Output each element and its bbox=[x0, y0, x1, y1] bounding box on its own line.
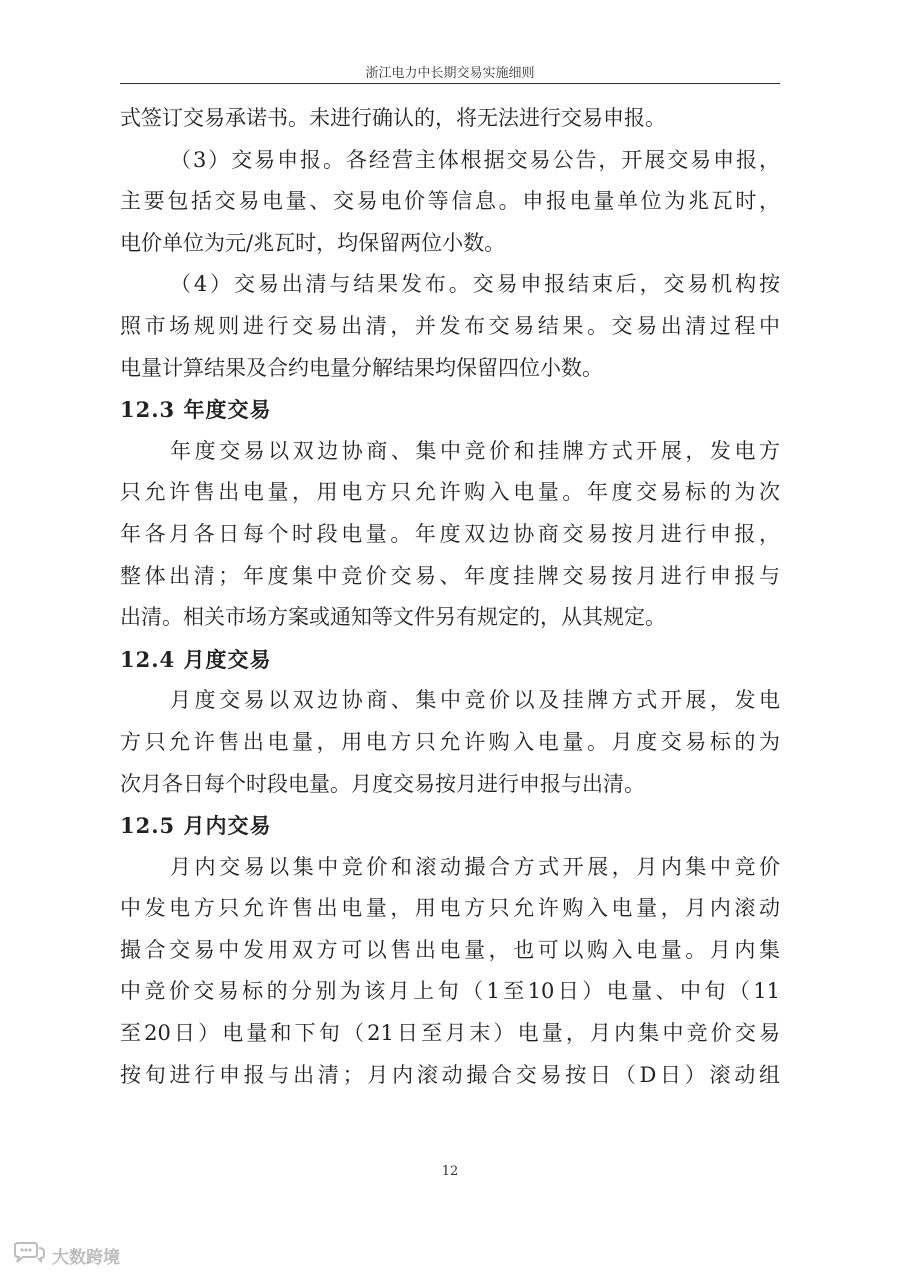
watermark bbox=[12, 1242, 120, 1269]
text-line: 年度交易以双边协商、集中竞价和挂牌方式开展，发电方 bbox=[170, 438, 780, 463]
text-line: 电价单位为元/兆瓦时，均保留两位小数。 bbox=[120, 230, 506, 255]
text-line: 年各月各日每个时段电量。年度双边协商交易按月进行申报， bbox=[120, 521, 780, 546]
text-line: 月度交易以双边协商、集中竞价以及挂牌方式开展，发电 bbox=[170, 688, 780, 713]
text-line: 按旬进行申报与出清；月内滚动撮合交易按日（D日）滚动组 bbox=[120, 1062, 780, 1087]
text-line: 中竞价交易标的分别为该月上旬（1至10日）电量、中旬（11 bbox=[120, 979, 780, 1004]
text-line: 只允许售出电量，用电方只允许购入电量。年度交易标的为次 bbox=[120, 480, 780, 505]
text-line: 方只允许售出电量，用电方只允许购入电量。月度交易标的为 bbox=[120, 729, 780, 754]
page-number: 12 bbox=[441, 1164, 459, 1179]
text-line: 月内交易以集中竞价和滚动撮合方式开展，月内集中竞价 bbox=[170, 854, 780, 879]
section-heading: 12.3 年度交易 bbox=[120, 397, 272, 423]
text-line: 主要包括交易电量、交易电价等信息。申报电量单位为兆瓦时， bbox=[120, 189, 780, 214]
section-heading: 12.4 月度交易 bbox=[120, 646, 272, 672]
section-heading: 12.5 月内交易 bbox=[120, 813, 272, 839]
text-line: 出清。相关市场方案或通知等文件另有规定的，从其规定。 bbox=[120, 605, 666, 630]
header-title: 浙江电力中长期交易实施细则 bbox=[365, 66, 535, 81]
text-line: 至20日）电量和下旬（21日至月末）电量，月内集中竞价交易 bbox=[120, 1021, 780, 1046]
document-body bbox=[120, 98, 780, 1096]
text-line: 次月各日每个时段电量。月度交易按月进行申报与出清。 bbox=[120, 771, 645, 796]
text-line: 式签订交易承诺书。未进行确认的，将无法进行交易申报。 bbox=[120, 106, 666, 130]
header-rule bbox=[120, 83, 780, 84]
text-line: 整体出清；年度集中竞价交易、年度挂牌交易按月进行申报与 bbox=[120, 563, 780, 588]
text-line: 中发电方只允许售出电量，用电方只允许购入电量，月内滚动 bbox=[120, 896, 780, 921]
text-line: （4）交易出清与结果发布。交易申报结束后，交易机构按 bbox=[170, 272, 780, 297]
text-line: （3）交易申报。各经营主体根据交易公告，开展交易申报， bbox=[170, 147, 780, 172]
text-line: 电量计算结果及合约电量分解结果均保留四位小数。 bbox=[120, 355, 603, 380]
chat-bubble-logo-icon bbox=[12, 1242, 46, 1269]
text-line: 撮合交易中发用双方可以售出电量，也可以购入电量。月内集 bbox=[120, 937, 780, 962]
text-line: 照市场规则进行交易出清，并发布交易结果。交易出清过程中 bbox=[120, 313, 780, 338]
watermark-text: 大数跨境 bbox=[52, 1248, 120, 1268]
